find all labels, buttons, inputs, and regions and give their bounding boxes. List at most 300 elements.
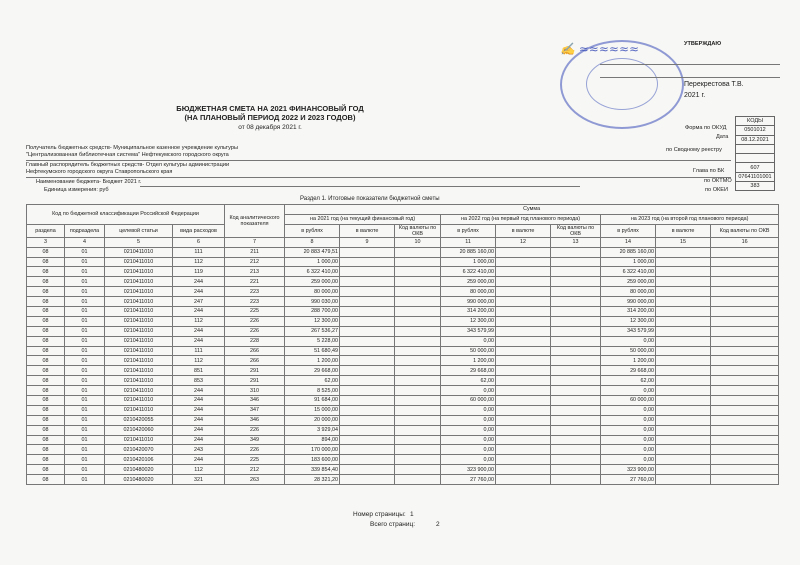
cell-vid: 112	[173, 465, 225, 475]
cell-okv-2023	[711, 366, 779, 376]
cell-analytic: 226	[225, 425, 285, 435]
cell-rub-2023: 0,00	[601, 435, 656, 445]
cell-razdel: 08	[27, 346, 65, 356]
cell-razdel: 08	[27, 326, 65, 336]
cell-rub-2022: 20 885 160,00	[441, 247, 496, 257]
cell-rub-2023: 1 200,00	[601, 356, 656, 366]
cell-podrazdel: 01	[65, 297, 105, 307]
cell-rub-2021: 12 300,00	[285, 316, 340, 326]
cell-val-2023	[656, 247, 711, 257]
cell-okv-2021	[395, 475, 441, 485]
cell-okv-2021	[395, 386, 441, 396]
cell-val-2021	[340, 297, 395, 307]
cell-podrazdel: 01	[65, 445, 105, 455]
cell-val-2022	[496, 435, 551, 445]
cell-razdel: 08	[27, 277, 65, 287]
column-number: 6	[173, 237, 225, 247]
cell-rub-2021: 15 000,00	[285, 405, 340, 415]
header-celevoy: целевой статьи	[105, 224, 173, 237]
cell-analytic: 225	[225, 307, 285, 317]
cell-val-2023	[656, 435, 711, 445]
cell-okv-2022	[551, 267, 601, 277]
cell-razdel: 08	[27, 247, 65, 257]
label-okud: Форма по ОКУД	[685, 125, 727, 131]
cell-vid: 112	[173, 257, 225, 267]
cell-podrazdel: 01	[65, 346, 105, 356]
cell-analytic: 346	[225, 396, 285, 406]
cell-val-2023	[656, 415, 711, 425]
cell-okv-2021	[395, 247, 441, 257]
cell-val-2022	[496, 316, 551, 326]
cell-rub-2022: 0,00	[441, 336, 496, 346]
manager-underline	[26, 177, 731, 178]
cell-podrazdel: 01	[65, 425, 105, 435]
recipient-line1: Получатель бюджетных средств- Муниципальное казенное учреждение культуры	[26, 145, 238, 151]
cell-celevoy: 0210420106	[105, 455, 173, 465]
cell-rub-2023: 0,00	[601, 415, 656, 425]
header-sum: Сумма	[285, 205, 779, 215]
table-row	[27, 396, 779, 406]
cell-val-2021	[340, 475, 395, 485]
cell-rub-2022: 29 668,00	[441, 366, 496, 376]
cell-razdel: 08	[27, 336, 65, 346]
cell-rub-2022: 1 200,00	[441, 356, 496, 366]
cell-okv-2022	[551, 277, 601, 287]
recipient-line2: "Централизованная библиотечная система" Нефтекумского городского округа	[26, 152, 229, 158]
header-rub-2022: в рублях	[441, 224, 496, 237]
cell-val-2021	[340, 366, 395, 376]
column-number: 8	[285, 237, 340, 247]
cell-podrazdel: 01	[65, 415, 105, 425]
cell-podrazdel: 01	[65, 356, 105, 366]
cell-okv-2022	[551, 316, 601, 326]
cell-val-2021	[340, 356, 395, 366]
cell-val-2023	[656, 445, 711, 455]
cell-okv-2022	[551, 415, 601, 425]
cell-podrazdel: 01	[65, 257, 105, 267]
column-number: 16	[711, 237, 779, 247]
cell-razdel: 08	[27, 455, 65, 465]
cell-analytic: 349	[225, 435, 285, 445]
cell-rub-2021: 183 600,00	[285, 455, 340, 465]
cell-rub-2022: 60 000,00	[441, 396, 496, 406]
cell-vid: 112	[173, 316, 225, 326]
column-number: 15	[656, 237, 711, 247]
cell-okv-2021	[395, 396, 441, 406]
budget-name: Наименование бюджета- Бюджет 2021 г.	[36, 179, 142, 185]
cell-okv-2021	[395, 267, 441, 277]
cell-val-2023	[656, 356, 711, 366]
cell-rub-2022: 12 300,00	[441, 316, 496, 326]
cell-celevoy: 0210480020	[105, 465, 173, 475]
table-row	[27, 267, 779, 277]
cell-okv-2023	[711, 386, 779, 396]
total-pages-label: Всего страниц:	[370, 521, 416, 528]
cell-rub-2023: 50 000,00	[601, 346, 656, 356]
cell-okv-2021	[395, 435, 441, 445]
cell-val-2023	[656, 257, 711, 267]
cell-okv-2021	[395, 277, 441, 287]
cell-razdel: 08	[27, 376, 65, 386]
cell-val-2023	[656, 425, 711, 435]
cell-val-2021	[340, 386, 395, 396]
cell-rub-2021: 8 525,00	[285, 386, 340, 396]
cell-okv-2023	[711, 445, 779, 455]
cell-okv-2022	[551, 425, 601, 435]
cell-val-2022	[496, 247, 551, 257]
cell-val-2021	[340, 326, 395, 336]
cell-okv-2023	[711, 297, 779, 307]
cell-podrazdel: 01	[65, 465, 105, 475]
cell-vid: 244	[173, 307, 225, 317]
unit-label: Единица измерения: руб	[44, 187, 109, 193]
cell-analytic: 226	[225, 445, 285, 455]
cell-val-2023	[656, 396, 711, 406]
header-val-2023: в валюте	[656, 224, 711, 237]
cell-vid: 247	[173, 297, 225, 307]
cell-celevoy: 0210420055	[105, 415, 173, 425]
cell-rub-2023: 0,00	[601, 455, 656, 465]
cell-razdel: 08	[27, 267, 65, 277]
table-row	[27, 336, 779, 346]
cell-analytic: 213	[225, 267, 285, 277]
cell-analytic: 225	[225, 455, 285, 465]
cell-okv-2022	[551, 257, 601, 267]
cell-val-2022	[496, 297, 551, 307]
total-pages-value: 2	[436, 521, 440, 528]
cell-val-2023	[656, 297, 711, 307]
cell-rub-2023: 1 000,00	[601, 257, 656, 267]
approval-line-1	[600, 64, 780, 65]
cell-val-2022	[496, 356, 551, 366]
cell-podrazdel: 01	[65, 396, 105, 406]
header-okv-2021: Код валюты по ОКВ	[395, 224, 441, 237]
cell-rub-2021: 51 680,49	[285, 346, 340, 356]
budget-underline	[140, 186, 580, 187]
cell-rub-2023: 314 200,00	[601, 307, 656, 317]
cell-rub-2021: 3 929,04	[285, 425, 340, 435]
header-val-2021: в валюте	[340, 224, 395, 237]
header-okv-2023: Код валюты по ОКВ	[711, 224, 779, 237]
cell-podrazdel: 01	[65, 336, 105, 346]
cell-okv-2021	[395, 356, 441, 366]
cell-okv-2022	[551, 287, 601, 297]
cell-val-2022	[496, 336, 551, 346]
cell-okv-2023	[711, 326, 779, 336]
column-number: 5	[105, 237, 173, 247]
cell-rub-2022: 990 000,00	[441, 297, 496, 307]
cell-val-2022	[496, 257, 551, 267]
cell-okv-2023	[711, 455, 779, 465]
cell-podrazdel: 01	[65, 316, 105, 326]
code-oktmo: 07641101001	[736, 172, 775, 181]
cell-analytic: 266	[225, 356, 285, 366]
cell-razdel: 08	[27, 287, 65, 297]
cell-podrazdel: 01	[65, 277, 105, 287]
cell-okv-2023	[711, 465, 779, 475]
cell-okv-2023	[711, 277, 779, 287]
codes-table	[735, 116, 775, 191]
cell-val-2022	[496, 386, 551, 396]
cell-okv-2023	[711, 415, 779, 425]
table-row	[27, 247, 779, 257]
cell-vid: 112	[173, 356, 225, 366]
cell-vid: 243	[173, 445, 225, 455]
document-title-line1: БЮДЖЕТНАЯ СМЕТА НА 2021 ФИНАНСОВЫЙ ГОД	[176, 104, 364, 113]
cell-okv-2022	[551, 307, 601, 317]
cell-rub-2022: 80 000,00	[441, 287, 496, 297]
cell-podrazdel: 01	[65, 366, 105, 376]
cell-val-2021	[340, 287, 395, 297]
cell-rub-2023: 990 000,00	[601, 297, 656, 307]
cell-rub-2022: 343 579,99	[441, 326, 496, 336]
header-rub-2021: в рублях	[285, 224, 340, 237]
cell-val-2023	[656, 316, 711, 326]
column-number: 9	[340, 237, 395, 247]
cell-celevoy: 0210411010	[105, 257, 173, 267]
cell-rub-2022: 0,00	[441, 386, 496, 396]
cell-val-2021	[340, 425, 395, 435]
label-oktmo: по ОКТМО	[704, 178, 732, 184]
cell-vid: 119	[173, 267, 225, 277]
cell-val-2021	[340, 257, 395, 267]
cell-rub-2021: 80 000,00	[285, 287, 340, 297]
cell-val-2021	[340, 346, 395, 356]
cell-val-2023	[656, 307, 711, 317]
cell-val-2021	[340, 336, 395, 346]
code-okud: 0501012	[736, 126, 775, 135]
cell-okv-2022	[551, 326, 601, 336]
header-val-2022: в валюте	[496, 224, 551, 237]
cell-rub-2021: 990 030,00	[285, 297, 340, 307]
cell-okv-2021	[395, 336, 441, 346]
budget-table	[26, 204, 779, 485]
cell-rub-2021: 28 321,20	[285, 475, 340, 485]
cell-vid: 244	[173, 326, 225, 336]
cell-rub-2022: 0,00	[441, 445, 496, 455]
cell-razdel: 08	[27, 366, 65, 376]
cell-vid: 244	[173, 455, 225, 465]
cell-val-2021	[340, 455, 395, 465]
cell-vid: 111	[173, 247, 225, 257]
cell-val-2022	[496, 405, 551, 415]
section-title: Раздел 1. Итоговые показатели бюджетной сметы	[300, 196, 440, 202]
cell-rub-2023: 0,00	[601, 445, 656, 455]
cell-okv-2022	[551, 247, 601, 257]
cell-rub-2023: 29 668,00	[601, 366, 656, 376]
cell-val-2023	[656, 346, 711, 356]
cell-razdel: 08	[27, 356, 65, 366]
cell-val-2023	[656, 465, 711, 475]
cell-rub-2021: 91 684,00	[285, 396, 340, 406]
cell-val-2022	[496, 475, 551, 485]
cell-val-2021	[340, 267, 395, 277]
cell-rub-2021: 62,00	[285, 376, 340, 386]
cell-okv-2023	[711, 396, 779, 406]
cell-analytic: 223	[225, 297, 285, 307]
header-2021: на 2021 год (на текущий финансовый год)	[285, 214, 441, 224]
cell-celevoy: 0210411010	[105, 267, 173, 277]
cell-analytic: 226	[225, 326, 285, 336]
column-number: 13	[551, 237, 601, 247]
cell-val-2022	[496, 287, 551, 297]
cell-okv-2021	[395, 415, 441, 425]
cell-val-2023	[656, 336, 711, 346]
cell-okv-2022	[551, 366, 601, 376]
cell-okv-2023	[711, 257, 779, 267]
cell-celevoy: 0210411010	[105, 386, 173, 396]
cell-celevoy: 0210411010	[105, 366, 173, 376]
cell-okv-2021	[395, 405, 441, 415]
table-row	[27, 366, 779, 376]
cell-rub-2022: 0,00	[441, 415, 496, 425]
cell-val-2023	[656, 287, 711, 297]
budget-table-body	[27, 247, 779, 484]
cell-okv-2023	[711, 267, 779, 277]
cell-okv-2021	[395, 297, 441, 307]
cell-celevoy: 0210411010	[105, 435, 173, 445]
cell-val-2022	[496, 267, 551, 277]
cell-rub-2022: 259 000,00	[441, 277, 496, 287]
column-number: 11	[441, 237, 496, 247]
cell-okv-2021	[395, 316, 441, 326]
cell-val-2022	[496, 376, 551, 386]
recipient-underline	[26, 160, 731, 161]
cell-rub-2021: 288 700,00	[285, 307, 340, 317]
cell-val-2023	[656, 326, 711, 336]
cell-podrazdel: 01	[65, 287, 105, 297]
cell-okv-2021	[395, 376, 441, 386]
cell-val-2023	[656, 475, 711, 485]
header-podrazdel: подраздела	[65, 224, 105, 237]
cell-okv-2022	[551, 405, 601, 415]
cell-celevoy: 0210411010	[105, 316, 173, 326]
cell-razdel: 08	[27, 386, 65, 396]
cell-rub-2021: 259 000,00	[285, 277, 340, 287]
cell-val-2022	[496, 326, 551, 336]
table-row	[27, 297, 779, 307]
table-row	[27, 455, 779, 465]
cell-celevoy: 0210411010	[105, 346, 173, 356]
cell-okv-2022	[551, 435, 601, 445]
table-row	[27, 386, 779, 396]
table-row	[27, 376, 779, 386]
cell-okv-2021	[395, 366, 441, 376]
cell-rub-2022: 0,00	[441, 455, 496, 465]
cell-val-2022	[496, 455, 551, 465]
cell-okv-2023	[711, 247, 779, 257]
column-number: 7	[225, 237, 285, 247]
cell-vid: 244	[173, 435, 225, 445]
cell-okv-2021	[395, 346, 441, 356]
cell-val-2023	[656, 455, 711, 465]
cell-rub-2021: 20 883 479,51	[285, 247, 340, 257]
cell-analytic: 291	[225, 376, 285, 386]
approval-year: 2021 г.	[684, 92, 706, 99]
cell-val-2021	[340, 277, 395, 287]
cell-okv-2022	[551, 455, 601, 465]
cell-razdel: 08	[27, 415, 65, 425]
cell-razdel: 08	[27, 465, 65, 475]
page-number-label: Номер страницы:	[353, 511, 406, 518]
cell-razdel: 08	[27, 435, 65, 445]
cell-val-2022	[496, 307, 551, 317]
cell-rub-2022: 1 000,00	[441, 257, 496, 267]
column-number: 12	[496, 237, 551, 247]
cell-okv-2023	[711, 356, 779, 366]
cell-celevoy: 0210411010	[105, 376, 173, 386]
cell-okv-2023	[711, 307, 779, 317]
cell-okv-2021	[395, 287, 441, 297]
table-row	[27, 326, 779, 336]
table-row	[27, 415, 779, 425]
cell-rub-2023: 6 322 410,00	[601, 267, 656, 277]
cell-vid: 244	[173, 287, 225, 297]
cell-analytic: 266	[225, 346, 285, 356]
official-stamp-inner	[586, 58, 658, 110]
header-razdel: раздела	[27, 224, 65, 237]
cell-celevoy: 0210411010	[105, 307, 173, 317]
cell-okv-2022	[551, 445, 601, 455]
cell-rub-2021: 1 000,00	[285, 257, 340, 267]
cell-val-2021	[340, 247, 395, 257]
header-vid: вида расходов	[173, 224, 225, 237]
cell-podrazdel: 01	[65, 455, 105, 465]
cell-rub-2022: 0,00	[441, 405, 496, 415]
cell-okv-2023	[711, 316, 779, 326]
cell-val-2023	[656, 386, 711, 396]
cell-rub-2021: 894,00	[285, 435, 340, 445]
approval-line-2	[600, 77, 780, 78]
cell-okv-2022	[551, 336, 601, 346]
cell-vid: 244	[173, 425, 225, 435]
column-number: 3	[27, 237, 65, 247]
cell-vid: 244	[173, 277, 225, 287]
table-row	[27, 346, 779, 356]
header-2022: на 2022 год (на первый год планового периода)	[441, 214, 601, 224]
cell-rub-2023: 0,00	[601, 336, 656, 346]
cell-val-2022	[496, 396, 551, 406]
table-row	[27, 425, 779, 435]
table-row	[27, 465, 779, 475]
cell-val-2021	[340, 445, 395, 455]
cell-vid: 244	[173, 336, 225, 346]
cell-rub-2022: 314 200,00	[441, 307, 496, 317]
cell-analytic: 228	[225, 336, 285, 346]
cell-vid: 244	[173, 396, 225, 406]
cell-okv-2023	[711, 376, 779, 386]
table-row	[27, 356, 779, 366]
document-title-line2: (НА ПЛАНОВЫЙ ПЕРИОД 2022 И 2023 ГОДОВ)	[184, 113, 356, 122]
cell-val-2021	[340, 307, 395, 317]
cell-okv-2022	[551, 465, 601, 475]
cell-rub-2022: 0,00	[441, 425, 496, 435]
cell-analytic: 263	[225, 475, 285, 485]
cell-okv-2021	[395, 455, 441, 465]
cell-podrazdel: 01	[65, 376, 105, 386]
cell-analytic: 346	[225, 415, 285, 425]
label-okei: по ОКЕИ	[705, 187, 729, 193]
cell-podrazdel: 01	[65, 386, 105, 396]
cell-rub-2023: 0,00	[601, 386, 656, 396]
header-2023: на 2023 год (на второй год планового периода)	[601, 214, 779, 224]
cell-okv-2022	[551, 396, 601, 406]
cell-podrazdel: 01	[65, 307, 105, 317]
cell-rub-2022: 27 760,00	[441, 475, 496, 485]
cell-okv-2023	[711, 336, 779, 346]
approval-header: УТВЕРЖДАЮ	[684, 41, 722, 47]
cell-val-2023	[656, 405, 711, 415]
